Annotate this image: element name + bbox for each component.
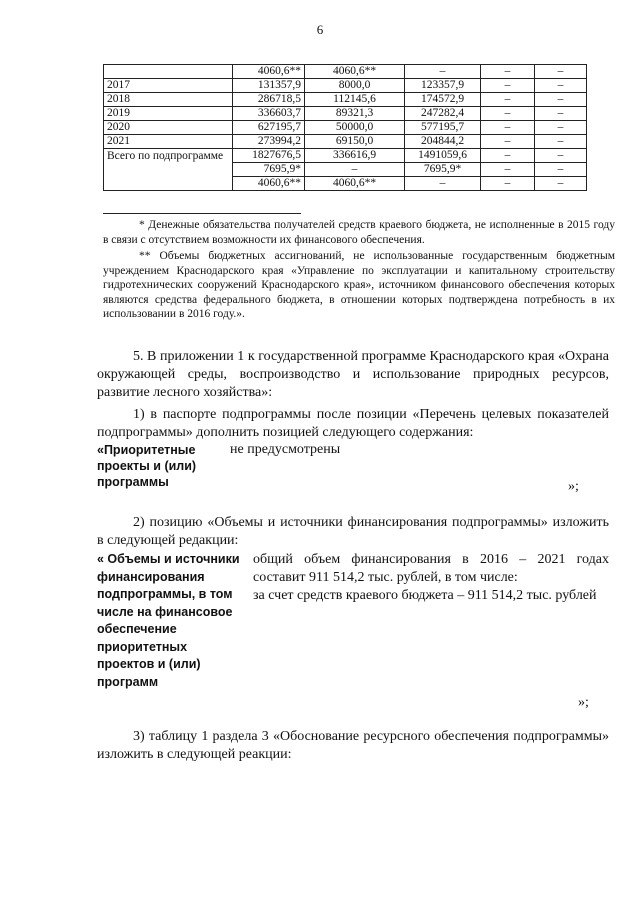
total-cell: 627195,7 (233, 121, 305, 135)
item-1-label: «Приоритетные проекты и (или) программы (97, 443, 197, 489)
item-3-text: 3) таблицу 1 раздела 3 «Обоснование ресурсного обеспечения подпрограммы» изложить в следующей реакции: (97, 729, 609, 762)
other-cell: – (535, 149, 587, 163)
paragraph-5: 5. В приложении 1 к государственной программе Краснодарского края «Охрана окружающей среды, воспроизводство и использование природных ресурсов, развитие лесного хозяйства»: (97, 349, 609, 400)
local-cell: – (481, 163, 535, 177)
table-row (104, 65, 587, 79)
other-cell: – (535, 135, 587, 149)
year-cell: 2020 (104, 121, 233, 135)
other-cell: – (535, 79, 587, 93)
regional-cell: 247282,4 (405, 107, 481, 121)
total-cell: 336603,7 (233, 107, 305, 121)
total-cell: 286718,5 (233, 93, 305, 107)
item-2-value-1: общий объем финансирования в 2016 – 2021 годах составит 911 514,2 тыс. рублей, в том числе: (253, 552, 609, 585)
year-cell: 2021 (104, 135, 233, 149)
item-2-text: 2) позицию «Объемы и источники финансирования подпрограммы» изложить в следующей редакции: (97, 515, 609, 548)
table-row (104, 121, 587, 135)
federal-cell: 50000,0 (305, 121, 405, 135)
federal-cell: 69150,0 (305, 135, 405, 149)
total-cell: 131357,9 (233, 79, 305, 93)
item-2-end: »; (578, 695, 589, 710)
regional-cell: 577195,7 (405, 121, 481, 135)
federal-cell: 112145,6 (305, 93, 405, 107)
table-row (104, 135, 587, 149)
federal-cell: 89321,3 (305, 107, 405, 121)
federal-cell: – (305, 163, 405, 177)
year-cell: 2017 (104, 79, 233, 93)
item-1-text: 1) в паспорте подпрограммы после позиции «Перечень целевых показателей подпрограммы» дополнить позицией следующего содержания: (97, 407, 609, 440)
footnote-2: ** Объемы бюджетных ассигнований, не использованные государственным бюджетным учреждением Краснодарского края «Управление по эксплуатации и капитальному строительству гидротехнических сооружений Краснодарского края», источником финансового обеспечения которых являются средства федерального бюджета, в отношении которых подтверждена потребность в их использовании в 2016 году.». (103, 250, 615, 320)
table-row (104, 107, 587, 121)
regional-cell: 204844,2 (405, 135, 481, 149)
item-2-value-2: за счет средств краевого бюджета – 911 514,2 тыс. рублей (253, 588, 597, 603)
item-1-end: »; (568, 479, 579, 494)
total-label-cell: Всего по подпрограмме (104, 149, 233, 191)
regional-cell: 7695,9* (405, 163, 481, 177)
table-row (104, 149, 587, 163)
local-cell: – (481, 149, 535, 163)
total-cell: 4060,6** (233, 65, 305, 79)
local-cell: – (481, 177, 535, 191)
local-cell: – (481, 79, 535, 93)
federal-cell: 4060,6** (305, 65, 405, 79)
total-cell: 1827676,5 (233, 149, 305, 163)
other-cell: – (535, 177, 587, 191)
total-cell: 4060,6** (233, 177, 305, 191)
footnote-1: * Денежные обязательства получателей средств краевого бюджета, не исполненные в 2015 году в связи с отсутствием возможности их финансового обеспечения. (103, 219, 615, 246)
footnote-separator (103, 213, 301, 214)
year-cell (104, 65, 233, 79)
regional-cell: 174572,9 (405, 93, 481, 107)
federal-cell: 4060,6** (305, 177, 405, 191)
other-cell: – (535, 65, 587, 79)
local-cell: – (481, 121, 535, 135)
item-2-label: « Объемы и источники финансирования подпрограммы, в том числе на финансовое обеспечение приоритетных проектов и (или) программ (97, 552, 240, 689)
regional-cell: – (405, 177, 481, 191)
table-row (104, 79, 587, 93)
local-cell: – (481, 107, 535, 121)
regional-cell: 123357,9 (405, 79, 481, 93)
other-cell: – (535, 93, 587, 107)
other-cell: – (535, 163, 587, 177)
year-cell: 2018 (104, 93, 233, 107)
regional-cell: 1491059,6 (405, 149, 481, 163)
total-cell: 7695,9* (233, 163, 305, 177)
regional-cell: – (405, 65, 481, 79)
federal-cell: 336616,9 (305, 149, 405, 163)
table-row (104, 93, 587, 107)
local-cell: – (481, 65, 535, 79)
year-cell: 2019 (104, 107, 233, 121)
federal-cell: 8000,0 (305, 79, 405, 93)
local-cell: – (481, 93, 535, 107)
other-cell: – (535, 121, 587, 135)
page-number: 6 (316, 22, 324, 37)
financing-table (103, 64, 587, 191)
item-1-value: не предусмотрены (230, 442, 341, 457)
other-cell: – (535, 107, 587, 121)
local-cell: – (481, 135, 535, 149)
total-cell: 273994,2 (233, 135, 305, 149)
